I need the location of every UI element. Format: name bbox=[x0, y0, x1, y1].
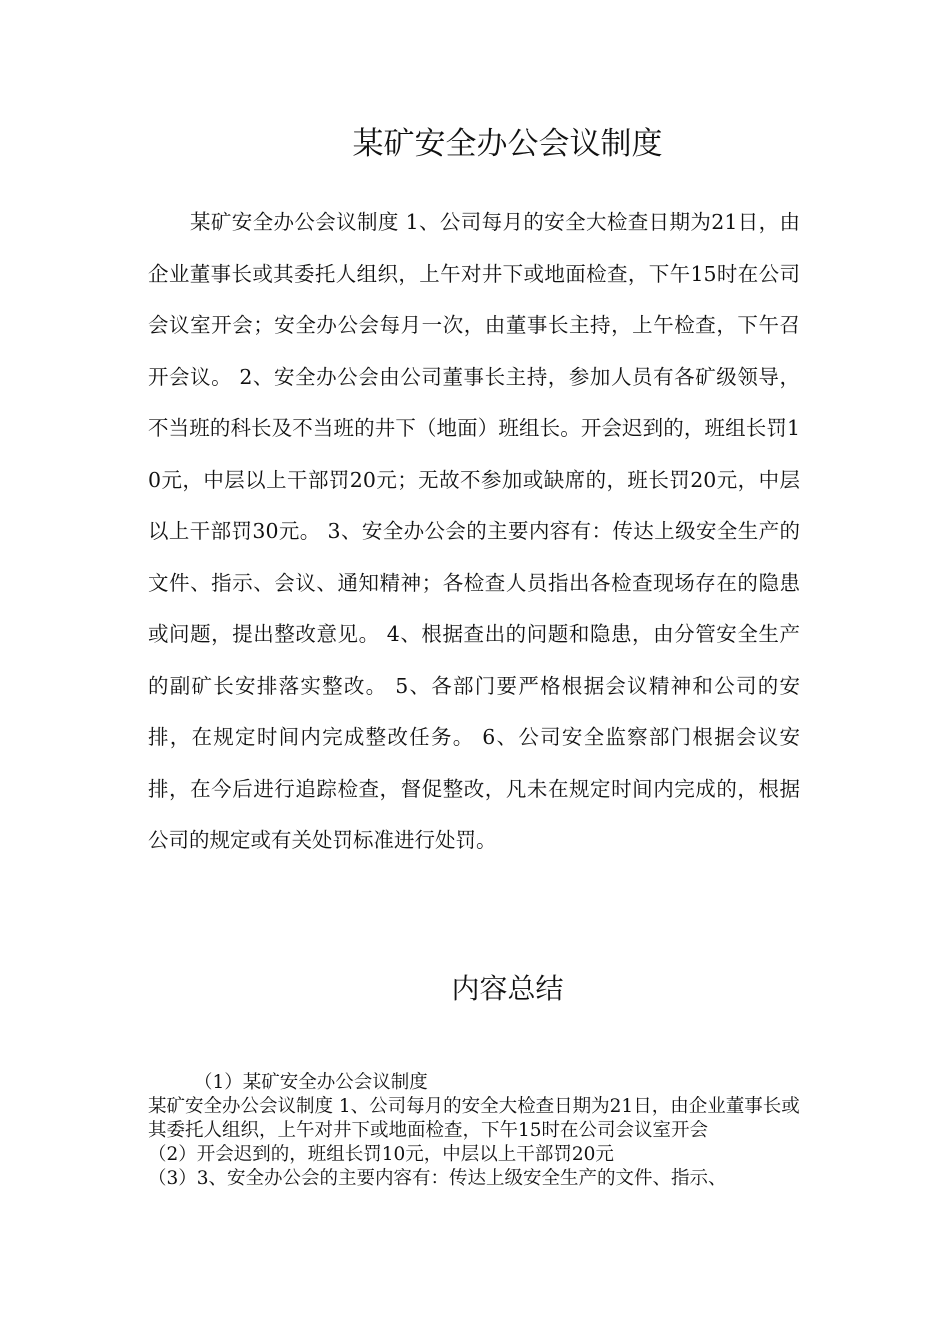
summary-title: 内容总结 bbox=[451, 972, 564, 1005]
summary-item-3: （3）3、安全办公会的主要内容有：传达上级安全生产的文件、指示、 bbox=[148, 1168, 727, 1189]
summary-item-1-heading: （1）某矿安全办公会议制度 bbox=[194, 1072, 428, 1093]
summary-item-1-text: 某矿安全办公会议制度 1、公司每月的安全大检查日期为21日，由企业董事长或其委托人组织，上午对井下或地面检查，下午15时在公司会议室开会 bbox=[148, 1096, 800, 1141]
document-body: 某矿安全办公会议制度 1、公司每月的安全大检查日期为21日，由企业董事长或其委托人组织，上午对井下或地面检查，下午15时在公司会议室开会；安全办公会每月一次，由董事长主持，上午检查，下午召开会议。 2、安全办公会由公司董事长主持，参加人员有各矿级领导，不当班的科长及不当班的井下（地面）班组长。开会迟到的，班组长罚10元，中层以上干部罚20元；无故不参加或缺席的，班长罚20元，中层以上干部罚30元。 3、安全办公会的主要内容有：传达上级安全生产的文件、指示、会议、通知精神；各检查人员指出各检查现场存在的隐患或问题，提出整改意见。 4、根据查出的问题和隐患，由分管安全生产的副矿长安排落实整改。 5、各部门要严格根据会议精神和公司的安排，在规定时间内完成整改任务。 6、公司安全监察部门根据会议安排，在今后进行追踪检查，督促整改，凡未在规定时间内完成的，根据公司的规定或有关处罚标准进行处罚。 bbox=[148, 210, 800, 852]
document-title: 某矿安全办公会议制度 bbox=[352, 126, 663, 162]
summary-section bbox=[148, 1071, 802, 1191]
summary-item-2: （2）开会迟到的，班组长罚10元，中层以上干部罚20元 bbox=[148, 1144, 614, 1165]
